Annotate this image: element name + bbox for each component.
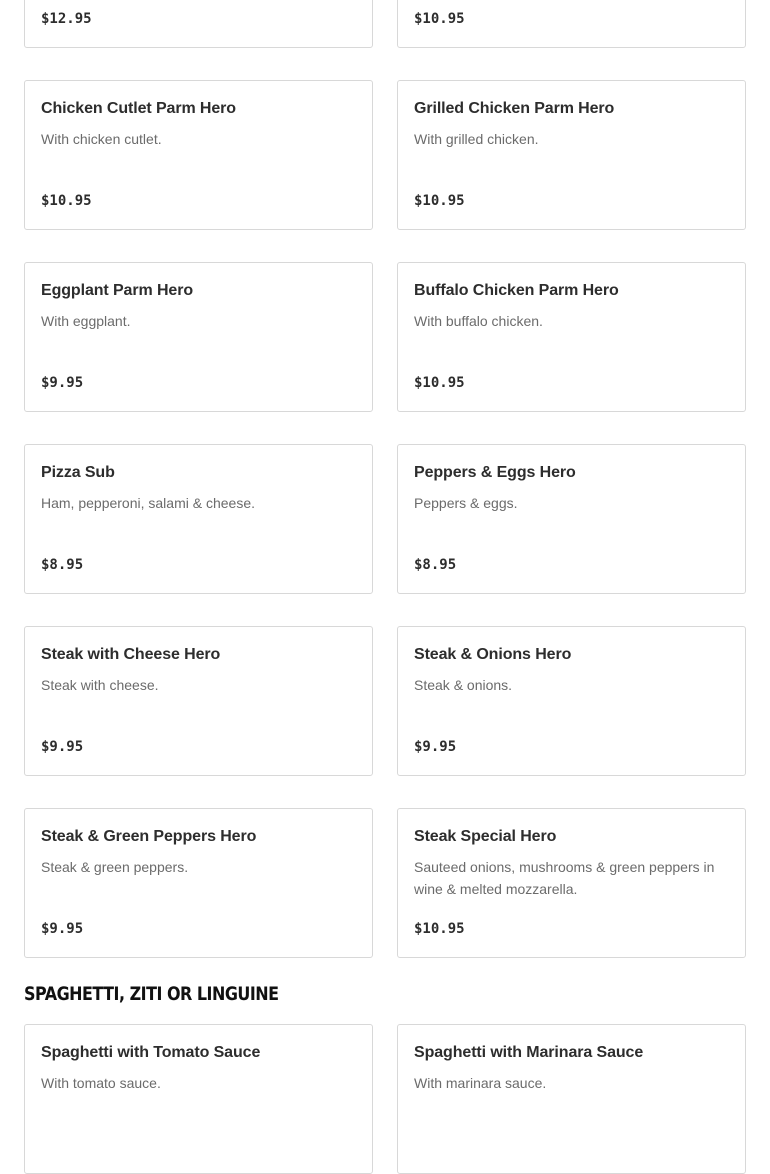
menu-item-card[interactable] <box>24 1024 373 1174</box>
menu-item-card[interactable] <box>24 626 373 776</box>
menu-item-card[interactable] <box>397 808 746 958</box>
item-price: $9.95 <box>41 739 84 755</box>
menu-item-card[interactable] <box>397 80 746 230</box>
item-name: Spaghetti with Tomato Sauce <box>41 1044 261 1061</box>
section-heading: SPAGHETTI, ZITI OR LINGUINE <box>24 983 279 1005</box>
menu-item-card[interactable] <box>397 262 746 412</box>
item-description: Peppers & eggs. <box>414 495 518 511</box>
item-description: Steak & onions. <box>414 677 513 693</box>
item-price: $10.95 <box>414 921 465 937</box>
menu-item-card[interactable] <box>24 80 373 230</box>
item-price: $9.95 <box>41 921 84 937</box>
item-description: With eggplant. <box>41 313 131 329</box>
item-name: Buffalo Chicken Parm Hero <box>414 282 619 299</box>
item-name: Chicken Cutlet Parm Hero <box>41 100 236 117</box>
menu-item-card[interactable] <box>397 0 746 48</box>
item-description: With chicken cutlet. <box>41 131 162 147</box>
item-name: Eggplant Parm Hero <box>41 282 194 299</box>
item-price: $10.95 <box>414 11 465 27</box>
item-name: Steak Special Hero <box>414 828 557 845</box>
item-name: Spaghetti with Marinara Sauce <box>414 1044 644 1061</box>
item-description: With marinara sauce. <box>414 1075 547 1091</box>
item-name: Steak & Onions Hero <box>414 646 572 663</box>
item-description: Sauteed onions, mushrooms & green peppers in wine & melted mozzarella. <box>414 859 715 897</box>
item-price: $10.95 <box>41 193 92 209</box>
item-description: With grilled chicken. <box>414 131 539 147</box>
item-price: $9.95 <box>414 739 457 755</box>
menu-item-card[interactable] <box>24 444 373 594</box>
menu-item-card[interactable] <box>24 0 373 48</box>
item-price: $10.95 <box>414 193 465 209</box>
item-description: With tomato sauce. <box>41 1075 161 1091</box>
item-description: Steak with cheese. <box>41 677 159 693</box>
item-price: $9.95 <box>41 375 84 391</box>
item-name: Steak with Cheese Hero <box>41 646 221 663</box>
item-price: $12.95 <box>41 11 92 27</box>
item-name: Grilled Chicken Parm Hero <box>414 100 615 117</box>
menu-item-card[interactable] <box>24 808 373 958</box>
item-description: Ham, pepperoni, salami & cheese. <box>41 495 255 511</box>
menu-item-card[interactable] <box>24 262 373 412</box>
item-name: Peppers & Eggs Hero <box>414 464 576 481</box>
menu-item-card[interactable] <box>397 1024 746 1174</box>
item-price: $8.95 <box>414 557 457 573</box>
item-name: Pizza Sub <box>41 464 115 481</box>
item-description: Steak & green peppers. <box>41 859 189 875</box>
menu-item-card[interactable] <box>397 444 746 594</box>
item-price: $10.95 <box>414 375 465 391</box>
menu-item-card[interactable] <box>397 626 746 776</box>
item-name: Steak & Green Peppers Hero <box>41 828 257 845</box>
item-price: $8.95 <box>41 557 84 573</box>
item-description: With buffalo chicken. <box>414 313 543 329</box>
